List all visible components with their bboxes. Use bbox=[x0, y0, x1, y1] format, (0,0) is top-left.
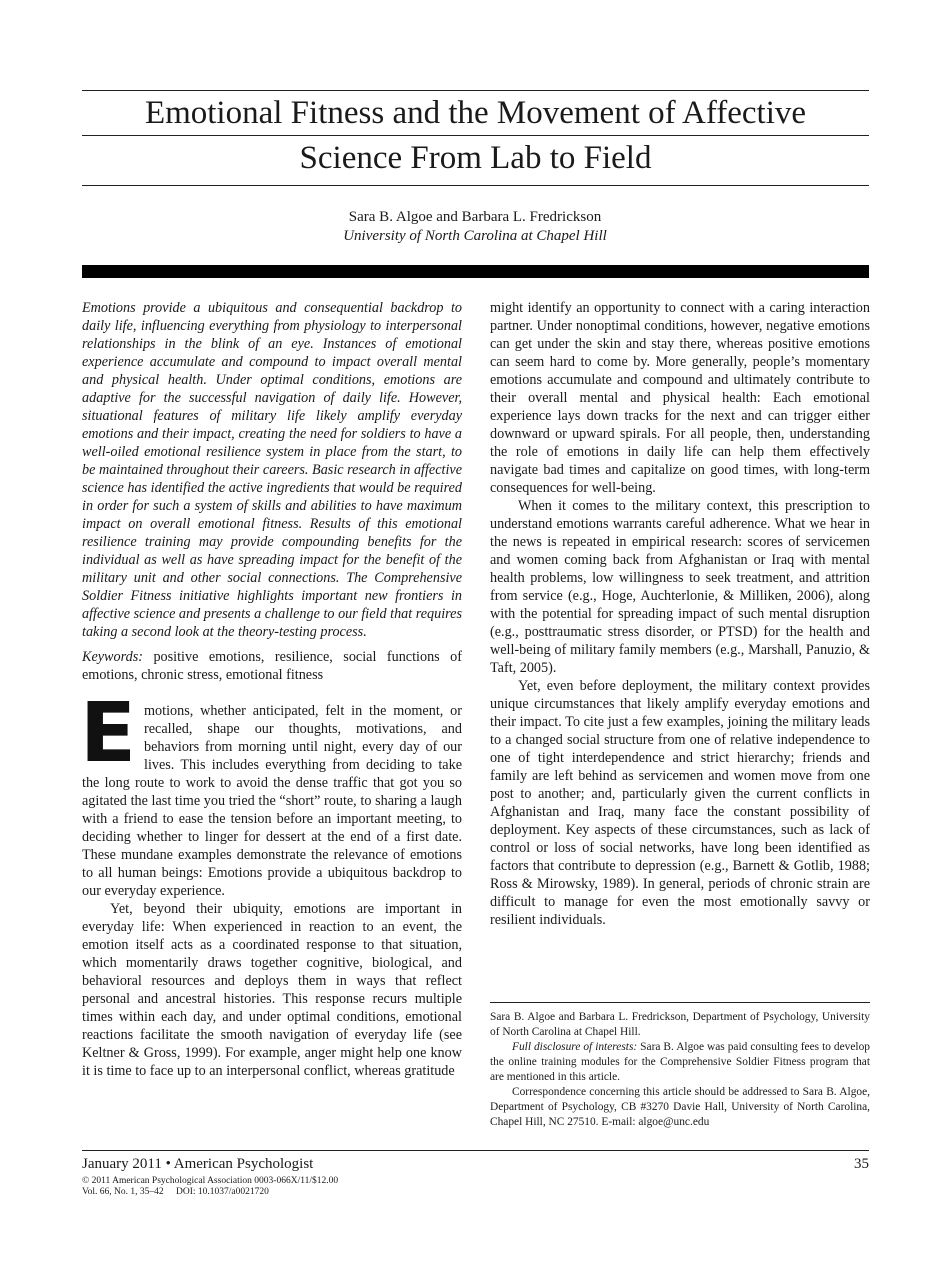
body-paragraph-5: Yet, even before deployment, the military context provides unique circumstances that likely amplify everyday emotions and their impact. To cite just a few examples, joining the military leads to a changed social structure from one of relative independence to one of tight interdependence and strict hierarchy; friends and family are left behind as servicemen and women move from one post to another; and, particularly given the current conflicts in Afghanistan and Iraq, many face the constant possibility of deployment. Key aspects of these circumstances, such as lack of control or loss of social networks, have long been identified as factors that contribute to depression (e.g., Barnett & Gotlib, 1988; Ross & Mirowsky, 1989). In general, periods of chronic strain are difficult to manage for even the most emotionally savvy or resilient individuals. bbox=[490, 678, 870, 928]
left-column bbox=[82, 299, 462, 1080]
volume-doi-line bbox=[82, 1187, 269, 1198]
keywords-label: Keywords: bbox=[82, 649, 143, 665]
abstract: Emotions provide a ubiquitous and consequential backdrop to daily life, influencing everything from physiology to interpersonal relationships in the blink of an eye. Instances of emotional experience accumulate and compound to impact overall mental and physical health. Under optimal conditions, emotions are adaptive for the successful navigation of daily life. However, situational features of military life likely amplify everyday emotions and their impact, creating the need for soldiers to have a well-oiled emotional resilience system in place from the start, to be maintained throughout their careers. Basic research in affective science has identified the active ingredients that would be required in order for such a system of skills and abilities to have maximum impact on overall emotional fitness. Results of this emotional resilience training may provide compounding benefits for the individual as well as have spreading impact for the benefit of the military unit and other social connections. The Comprehensive Soldier Fitness initiative highlights important new frontiers in affective science and presents a challenge to our field that requires taking a second look at the theory-testing process. bbox=[82, 300, 462, 640]
footnote-rule bbox=[490, 1002, 870, 1003]
title-middle-rule bbox=[82, 135, 869, 136]
footnote-disclosure-text: Sara B. Algoe was paid consulting fees to develop the online training modules for the Comprehensive Soldier Fitness program that are mentioned in this article. bbox=[490, 1041, 870, 1083]
title-top-rule bbox=[82, 90, 869, 91]
footnote-disclosure-label: Full disclosure of interests: bbox=[512, 1041, 638, 1053]
author-affiliation: University of North Carolina at Chapel Hill bbox=[343, 228, 607, 244]
author-footnote bbox=[490, 1010, 870, 1130]
footnote-disclosure bbox=[490, 1040, 870, 1085]
body-paragraph-1 bbox=[80, 686, 462, 900]
footnote-authors-note: Sara B. Algoe and Barbara L. Fredrickson, Department of Psychology, University of North Carolina at Chapel Hill. bbox=[490, 1011, 870, 1038]
title-bottom-rule bbox=[82, 185, 869, 186]
footnote-correspondence: Correspondence concerning this article should be addressed to Sara B. Algoe, Department of Psychology, CB #3270 Davie Hall, University of North Carolina, Chapel Hill, NC 27510. E-mail: algoe@unc.edu bbox=[490, 1086, 870, 1128]
right-column bbox=[490, 299, 870, 929]
header-thick-bar bbox=[82, 265, 869, 278]
author-names: Sara B. Algoe and Barbara L. Fredrickson bbox=[348, 209, 602, 225]
body-paragraph-1-text: motions, whether anticipated, felt in the moment, or recalled, shape our thoughts, motivations, and behaviors from morning until night, every day of our lives. This includes everything from deciding to take the long route to work to avoid the dense traffic that got you so agitated the last time you tried the “short” route, to sharing a laugh with a friend to ease the tension before an important meeting, to deciding whether to linger for dessert at the end of a first date. These mundane examples demonstrate the relevance of emotions to all human beings: Emotions provide a ubiquitous backdrop to our everyday experience. bbox=[82, 703, 462, 899]
article-title-line-2: Science From Lab to Field bbox=[299, 140, 652, 176]
body-paragraph-2: Yet, beyond their ubiquity, emotions are important in everyday life: When experienced in reaction to an event, the emotion itself acts as a coordinated response to that situation, which momentarily draws together cognitive, biological, and behavioral resources and deploys them in ways that reflect personal and ancestral histories. This response recurs multiple times within each day, and under optimal conditions, emotional reactions facilitate the smooth navigation of everyday life (see Keltner & Gross, 1999). For example, anger might help one know it is time to face up to an interpersonal conflict, whereas gratitude bbox=[82, 901, 462, 1079]
author-block bbox=[0, 208, 950, 246]
body-paragraph-3: might identify an opportunity to connect with a caring interaction partner. Under nonoptimal conditions, however, negative emotions can get under the skin and stay there, whereas positive emotions can seem hard to come by. More generally, people’s momentary emotions accumulate and compound and ultimately contribute to their overall mental and physical health: Each emotional experience lays down tracks for the next and can trigger either downward or upward spirals. For all people, then, understanding the role of emotions in daily life can help them effectively navigate bad times and capitalize on good times, with long-term consequences for well-being. bbox=[490, 300, 870, 496]
drop-cap: E bbox=[80, 686, 137, 781]
body-paragraph-4: When it comes to the military context, this prescription to understand emotions warrants careful adherence. What we hear in the news is repeated in empirical research: scores of servicemen and women coming back from Afghanistan or Iraq with mental health problems, low willingness to seek treatment, and attrition from service (e.g., Hoge, Auchterlonie, & Milliken, 2006), along with the potential for spreading impact of such mental disruption (e.g., posttraumatic stress disorder, or PTSD) for the health and well-being of military family members (e.g., Marshall, Panuzio, & Taft, 2005). bbox=[490, 498, 870, 676]
journal-issue: January 2011 • American Psychologist bbox=[82, 1156, 314, 1172]
footer-rule bbox=[82, 1150, 869, 1151]
keywords bbox=[82, 648, 462, 684]
article-title-line-1: Emotional Fitness and the Movement of Affective bbox=[144, 95, 807, 131]
volume-info: Vol. 66, No. 1, 35–42 bbox=[82, 1187, 164, 1197]
doi: DOI: 10.1037/a0021720 bbox=[176, 1187, 269, 1197]
copyright-line: © 2011 American Psychological Association 0003-066X/11/$12.00 bbox=[82, 1176, 339, 1186]
keywords-text: positive emotions, resilience, social functions of emotions, chronic stress, emotional fitness bbox=[82, 649, 463, 683]
page-number: 35 bbox=[854, 1156, 869, 1172]
